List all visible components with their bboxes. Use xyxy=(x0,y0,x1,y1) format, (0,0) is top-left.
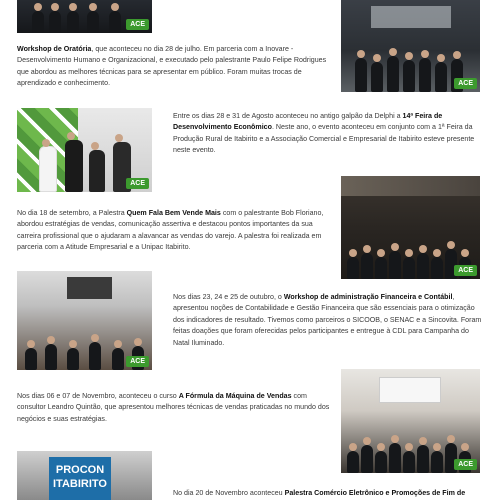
ace-logo-badge: ACE xyxy=(126,356,149,367)
screen-line-procon: PROCON xyxy=(55,464,105,476)
section-text-oratoria: Workshop de Oratória, que aconteceu no dia 28 de julho. Em parceria com a Inovare - Desenvolvimento Humano e Organizacional, e executado pelo palestrante Paulo Felipe Rodrigues que abordou as melhores técnicas para se apresentar em público. Foram muitas trocas de aprendizado e conhecimento. xyxy=(17,45,327,88)
photo-curso-maquina-vendas xyxy=(341,369,480,473)
screen-line-itabirito: ITABIRITO xyxy=(53,478,107,490)
section-text-palestra: No dia 18 de setembro, a Palestra Quem Fala Bem Vende Mais com o palestrante Bob Floriano, abordou estratégias de vendas, comunicação assertiva e destacou pontos importantes da sua carreira profissional que o ajudaram a alavancar as vendas do varejo. A palestra foi realizada em parceria com a Atitude Empresarial e a Unipac Itabirito. xyxy=(17,209,324,252)
section-text-feira: Entre os dias 28 e 31 de Agosto aconteceu no antigo galpão da Delphi a 14ª Feira de Desenvolvimento Econômico. Neste ano, o evento aconteceu em conjunto com a 1ª Feira da Produção Rural de Itabirito e a Associação Comercial e Empresarial de Itabirito esteve presente neste evento. xyxy=(173,112,475,155)
ace-logo-badge: ACE xyxy=(126,178,149,189)
event-title: Workshop de Oratória xyxy=(17,45,92,53)
event-title: Workshop de administração Financeira e Contábil xyxy=(283,293,453,301)
ace-logo-badge: ACE xyxy=(454,265,477,276)
event-title: Quem Fala Bem Vende Mais xyxy=(126,209,221,217)
photo-procon xyxy=(17,451,152,500)
event-title: A Fórmula da Máquina de Vendas xyxy=(178,392,292,400)
photo-workshop-financeiro xyxy=(17,271,152,370)
photo-palestra-vendas xyxy=(341,176,480,279)
photo-group-oratoria xyxy=(341,0,480,92)
event-title: Palestra Comércio Eletrônico e Promoções de Fim de xyxy=(284,489,466,497)
event-title: 14ª Feira de Desenvolvimento Econômico xyxy=(173,112,443,132)
photo-workshop-oratoria xyxy=(17,0,152,33)
procon-screen xyxy=(49,457,111,500)
photo-feira-desenvolvimento xyxy=(17,108,152,192)
section-text-comercio-eletronico: No dia 20 de Novembro aconteceu Palestra Comércio Eletrônico e Promoções de Fim de xyxy=(173,489,466,497)
ace-logo-badge: ACE xyxy=(126,19,149,30)
ace-logo-badge: ACE xyxy=(454,459,477,470)
section-text-maquina-vendas: Nos dias 06 e 07 de Novembro, aconteceu o curso A Fórmula da Máquina de Vendas com consultor Leandro Quintão, que apresentou melhores técnicas de vendas praticadas no mundo dos negócios e suas estratégias. xyxy=(17,392,330,423)
ace-logo-badge: ACE xyxy=(454,78,477,89)
section-text-financeiro: Nos dias 23, 24 e 25 de outubro, o Workshop de administração Financeira e Contábil, apresentou noções de Contabilidade e Gestão Financeira que são essenciais para o otimização dos indicadores de resultado. Tivemos como parceiros o SICOOB, o SENAC e a Sincovita. Foram feitas doações que foram oferecidas pelos participantes e entregue à CDL para Campanha do Natal Iluminado. xyxy=(173,293,482,347)
